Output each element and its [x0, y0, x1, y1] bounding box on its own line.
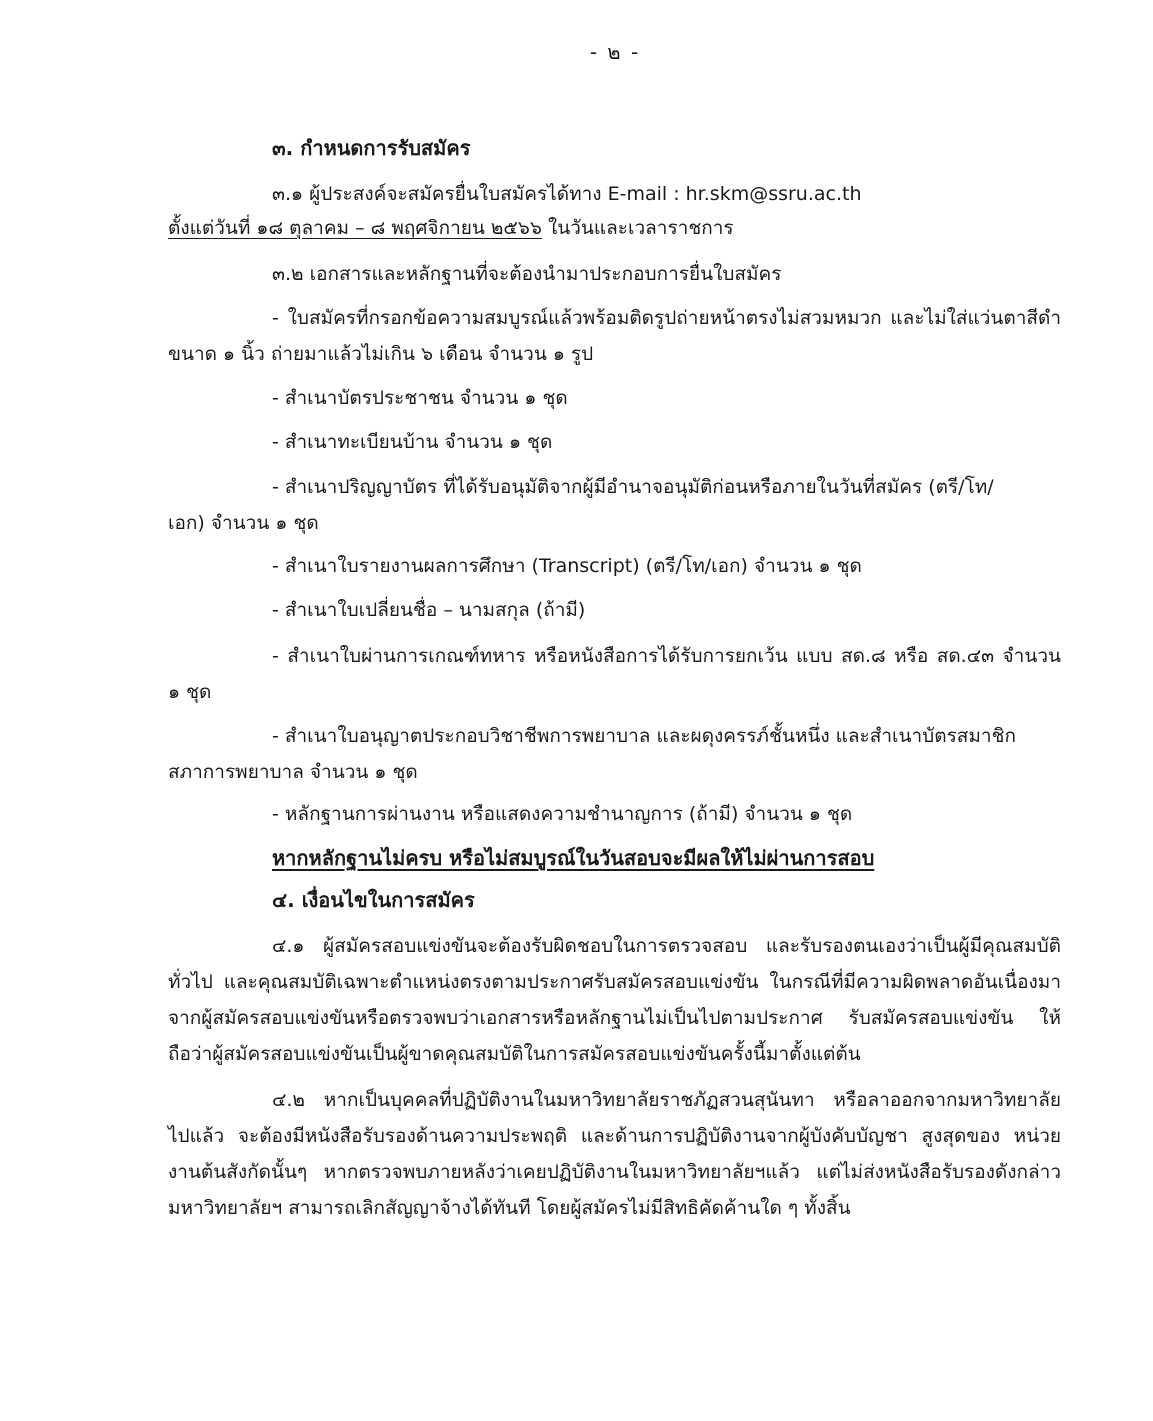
- item-4-2-line-2: ไปแล้ว จะต้องมีหนังสือรับรองด้านความประพฤติ และด้านการปฏิบัติงานจากผู้บังคับบัญชา สูงสุดของ หน่วย: [168, 1125, 1061, 1147]
- item-4-2-line-3: งานต้นสังกัดนั้นๆ หากตรวจพบภายหลังว่าเคยปฏิบัติงานในมหาวิทยาลัยฯแล้ว แต่ไม่ส่งหนังสือรับรองดังกล่าว: [168, 1161, 1061, 1183]
- office-hours-text: ในวันและเวลาราชการ: [541, 217, 734, 239]
- doc-degree-line-1: - สำเนาปริญญาบัตร ที่ได้รับอนุมัติจากผู้มีอำนาจอนุมัติก่อนหรือภายในวันที่สมัคร (ตรี/โท/: [272, 476, 994, 498]
- doc-license-line-2: สภาการพยาบาล จำนวน ๑ ชุด: [168, 761, 418, 783]
- section-4-heading: ๔. เงื่อนไขในการสมัคร: [272, 888, 475, 912]
- incomplete-documents-warning: หากหลักฐานไม่ครบ หรือไม่สมบูรณ์ในวันสอบจะมีผลให้ไม่ผ่านการสอบ: [272, 846, 875, 870]
- doc-id-card: - สำเนาบัตรประชาชน จำนวน ๑ ชุด: [272, 387, 568, 409]
- item-4-2-line-4: มหาวิทยาลัยฯ สามารถเลิกสัญญาจ้างได้ทันที โดยผู้สมัครไม่มีสิทธิคัดค้านใด ๆ ทั้งสิ้น: [168, 1197, 851, 1219]
- doc-license-line-1: - สำเนาใบอนุญาตประกอบวิชาชีพการพยาบาล และผดุงครรภ์ชั้นหนึ่ง และสำเนาบัตรสมาชิก: [272, 725, 1016, 747]
- item-4-1-line-2: ทั่วไป และคุณสมบัติเฉพาะตำแหน่งตรงตามประกาศรับสมัครสอบแข่งขัน ในกรณีที่มีความผิดพลาดอันเนื่องมา: [168, 971, 1061, 993]
- doc-degree-line-2: เอก) จำนวน ๑ ชุด: [168, 512, 319, 534]
- item-4-2-line-1: ๔.๒ หากเป็นบุคคลที่ปฏิบัติงานในมหาวิทยาลัยราชภัฏสวนสุนันทา หรือลาออกจากมหาวิทยาลัย: [272, 1089, 1061, 1111]
- page-number: - ๒ -: [589, 40, 641, 64]
- item-4-1-line-1: ๔.๑ ผู้สมัครสอบแข่งขันจะต้องรับผิดชอบในการตรวจสอบ และรับรองตนเองว่าเป็นผู้มีคุณสมบัติ: [272, 935, 1061, 957]
- item-3-2-heading: ๓.๒ เอกสารและหลักฐานที่จะต้องนำมาประกอบการยื่นใบสมัคร: [272, 263, 782, 285]
- doc-military-line-2: ๑ ชุด: [168, 681, 212, 703]
- doc-house-registration: - สำเนาทะเบียนบ้าน จำนวน ๑ ชุด: [272, 431, 553, 453]
- doc-name-change: - สำเนาใบเปลี่ยนชื่อ – นามสกุล (ถ้ามี): [272, 599, 586, 621]
- application-date-range: ตั้งแต่วันที่ ๑๘ ตุลาคม – ๘ พฤศจิกายน ๒๕๖๖: [168, 217, 542, 239]
- doc-photo-line-2: ขนาด ๑ นิ้ว ถ่ายมาแล้วไม่เกิน ๖ เดือน จำนวน ๑ รูป: [168, 343, 594, 365]
- item-4-1-line-4: ถือว่าผู้สมัครสอบแข่งขันเป็นผู้ขาดคุณสมบัติในการสมัครสอบแข่งขันครั้งนี้มาตั้งแต่ต้น: [168, 1043, 861, 1065]
- doc-photo-line-1: - ใบสมัครที่กรอกข้อความสมบูรณ์แล้วพร้อมติดรูปถ่ายหน้าตรงไม่สวมหมวก และไม่ใส่แว่นตาสีดำ: [272, 307, 1061, 329]
- doc-military-line-1: - สำเนาใบผ่านการเกณฑ์ทหาร หรือหนังสือการได้รับการยกเว้น แบบ สด.๘ หรือ สด.๔๓ จำนวน: [272, 645, 1061, 667]
- item-3-1-line-1: ๓.๑ ผู้ประสงค์จะสมัครยื่นใบสมัครได้ทาง E-mail : hr.skm@ssru.ac.th: [272, 183, 862, 205]
- item-4-1-line-3: จากผู้สมัครสอบแข่งขันหรือตรวจพบว่าเอกสารหรือหลักฐานไม่เป็นไปตามประกาศ รับสมัครสอบแข่งขัน ให้: [168, 1007, 1061, 1029]
- section-3-heading: ๓. กำหนดการรับสมัคร: [272, 136, 471, 160]
- doc-transcript: - สำเนาใบรายงานผลการศึกษา (Transcript) (ตรี/โท/เอก) จำนวน ๑ ชุด: [272, 555, 862, 577]
- item-3-1-line-2: [168, 214, 734, 244]
- doc-experience: - หลักฐานการผ่านงาน หรือแสดงความชำนาญการ (ถ้ามี) จำนวน ๑ ชุด: [272, 803, 853, 825]
